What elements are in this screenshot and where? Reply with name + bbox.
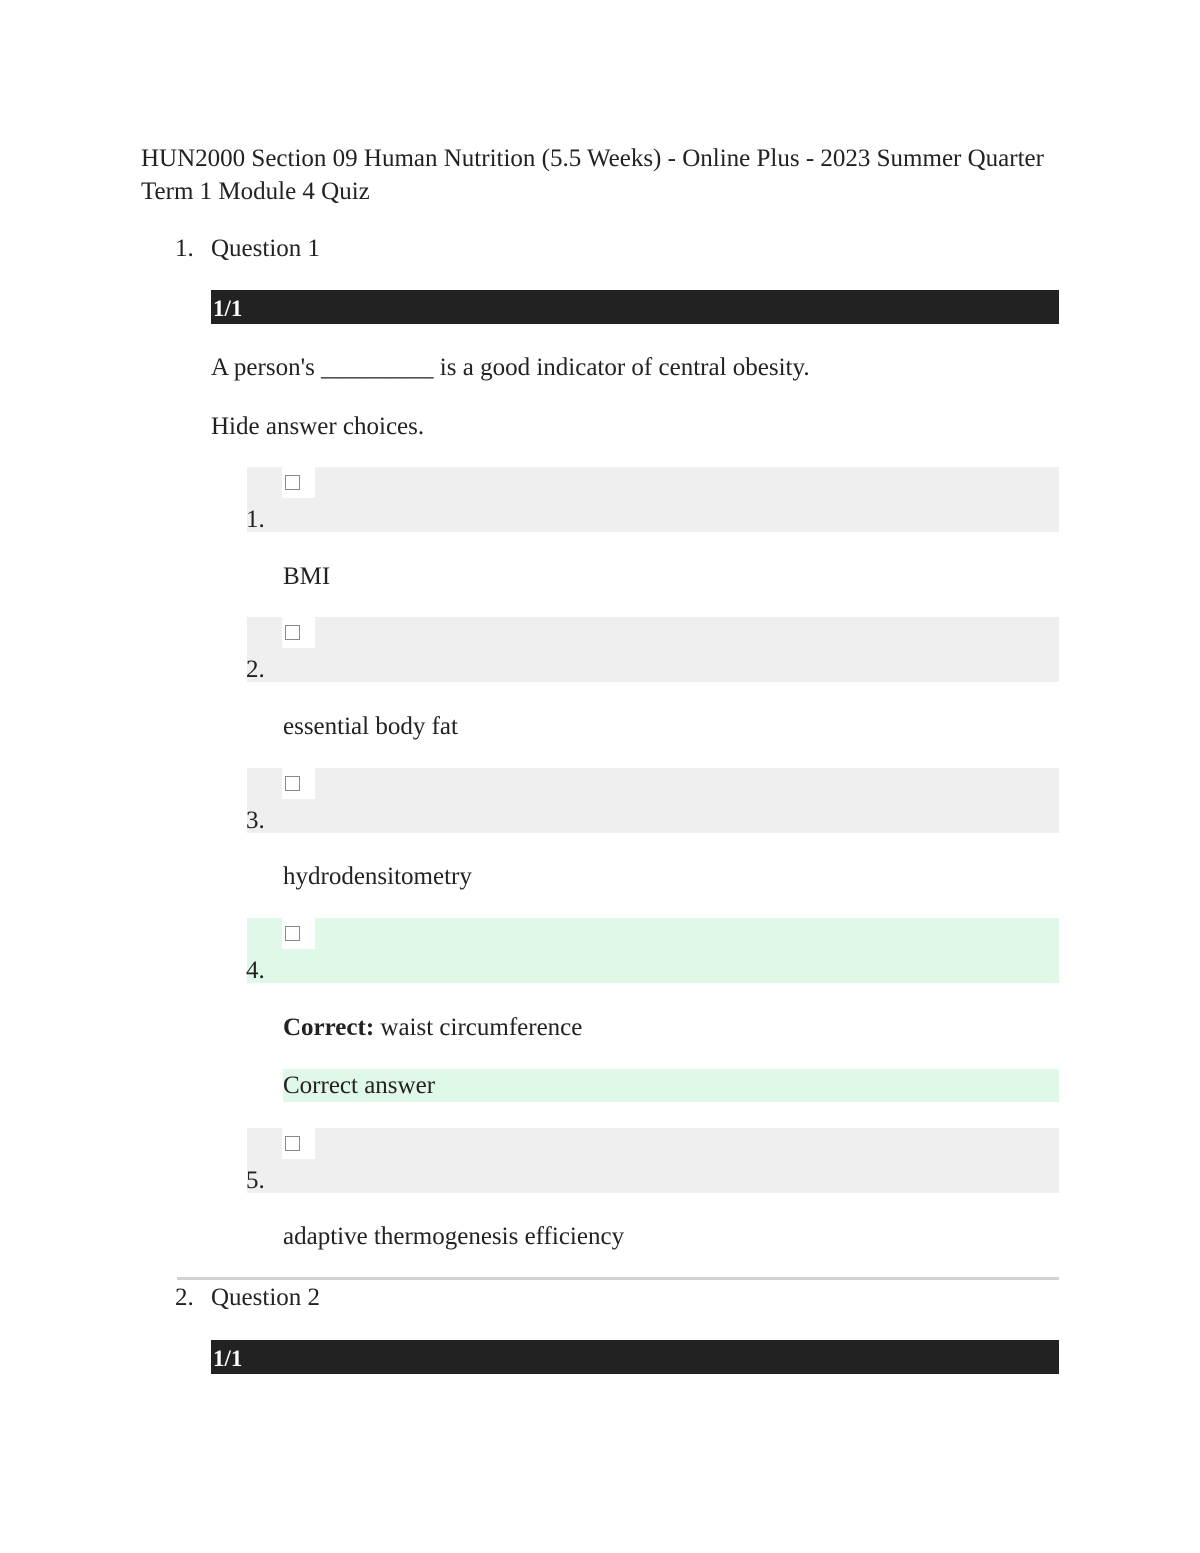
choice-checkbox-container (282, 617, 315, 648)
choice-index: 5. (246, 1167, 265, 1194)
choice-checkbox-container (282, 918, 315, 949)
choice-index: 4. (246, 957, 265, 984)
choice-index: 1. (246, 506, 265, 533)
correct-prefix: Correct: (283, 1014, 375, 1041)
choice-row-correct[interactable] (247, 918, 1059, 983)
question-text: A person's _________ is a good indicator of central obesity. (211, 354, 810, 381)
choice-checkbox-container (282, 467, 315, 498)
choice-row[interactable] (247, 1128, 1059, 1193)
choice-label-text: waist circumference (380, 1014, 583, 1041)
correct-answer-note: Correct answer (283, 1069, 1059, 1102)
choice-row[interactable] (247, 617, 1059, 682)
choice-row[interactable] (247, 768, 1059, 833)
checkbox[interactable] (285, 776, 300, 791)
checkbox[interactable] (285, 625, 300, 640)
question-number: 2. (175, 1284, 194, 1311)
choice-label: adaptive thermogenesis efficiency (283, 1223, 625, 1250)
choice-label: hydrodensitometry (283, 863, 472, 890)
score-bar: 1/1 (211, 1340, 1059, 1374)
choice-label: essential body fat (283, 713, 458, 740)
checkbox[interactable] (285, 926, 300, 941)
page-title: HUN2000 Section 09 Human Nutrition (5.5 Weeks) - Online Plus - 2023 Summer Quarter Term 1 Module 4 Quiz (141, 145, 1044, 205)
checkbox[interactable] (285, 475, 300, 490)
hide-answer-choices-link[interactable]: Hide answer choices. (211, 413, 425, 440)
question-heading: Question 1 (211, 235, 321, 262)
question-heading: Question 2 (211, 1284, 321, 1311)
checkbox[interactable] (285, 1136, 300, 1151)
choice-index: 2. (246, 656, 265, 683)
choice-label: BMI (283, 563, 331, 590)
divider (177, 1277, 1059, 1280)
choice-label (283, 1013, 582, 1043)
choice-row[interactable] (247, 467, 1059, 532)
choice-checkbox-container (282, 1128, 315, 1159)
choice-checkbox-container (282, 768, 315, 799)
question-number: 1. (175, 235, 194, 262)
score-bar: 1/1 (211, 290, 1059, 324)
choice-index: 3. (246, 807, 265, 834)
